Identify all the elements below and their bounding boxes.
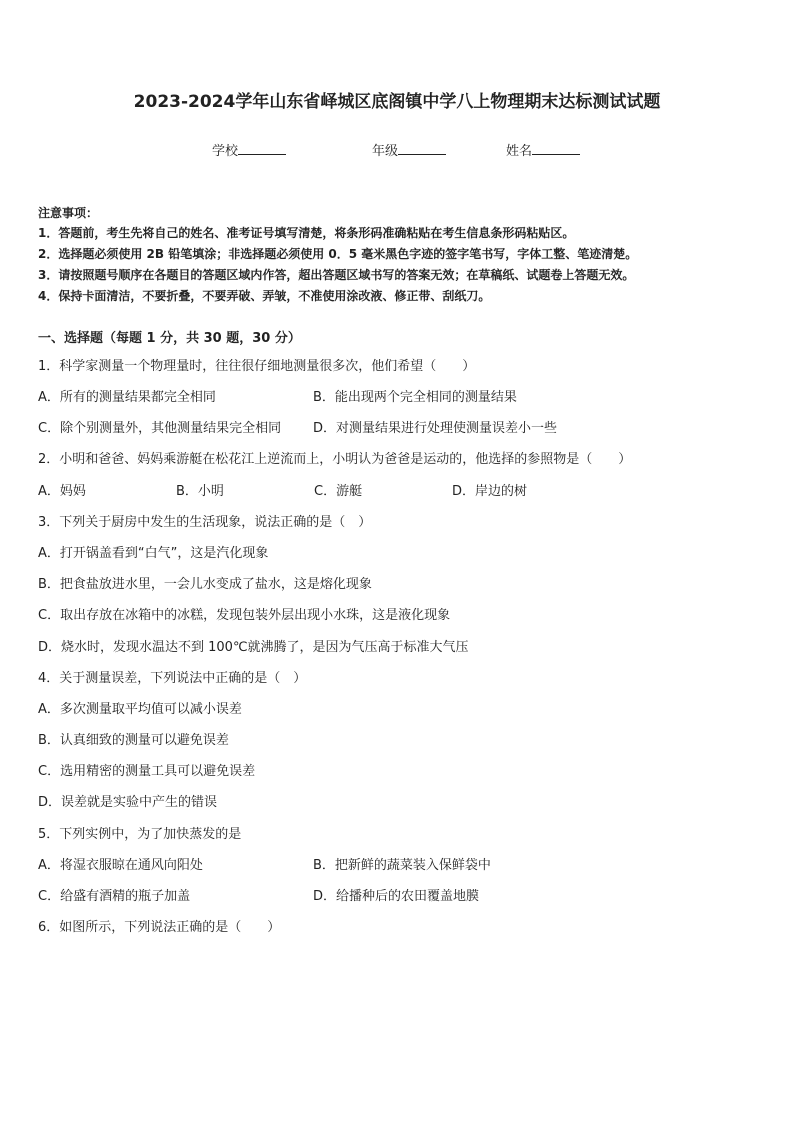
q4-option-c: C．选用精密的测量工具可以避免误差 <box>38 764 256 779</box>
notice-item-1: 1．答题前，考生先将自己的姓名、准考证号填写清楚，将条形码准确粘贴在考生信息条形码粘贴区。 <box>38 226 575 240</box>
q1-option-b: B．能出现两个完全相同的测量结果 <box>313 390 517 405</box>
page-title: 2023-2024学年山东省峄城区底阁镇中学八上物理期末达标测试试题 <box>133 92 661 112</box>
q4-option-d: D．误差就是实验中产生的错误 <box>38 795 218 810</box>
q1-option-d: D．对测量结果进行处理使测量误差小一些 <box>313 421 558 436</box>
q5-option-c: C．给盛有酒精的瓶子加盖 <box>38 889 191 904</box>
grade-blank <box>398 142 446 155</box>
q5-stem: 5．下列实例中，为了加快蒸发的是 <box>38 827 242 842</box>
q3-option-d: D．烧水时，发现水温达不到 100℃就沸腾了，是因为气压高于标准大气压 <box>38 640 469 655</box>
name-label: 姓名 <box>506 144 533 159</box>
q5-option-a: A．将湿衣服晾在通风向阳处 <box>38 858 203 873</box>
q2-option-d: D．岸边的树 <box>452 484 528 499</box>
notice-heading: 注意事项： <box>38 206 99 220</box>
name-blank <box>532 142 580 155</box>
grade-label: 年级 <box>372 144 399 159</box>
section-title: 一、选择题（每题 1 分，共 30 题，30 分） <box>38 331 301 346</box>
q1-option-c: C．除个别测量外，其他测量结果完全相同 <box>38 421 282 436</box>
school-label: 学校 <box>212 144 239 159</box>
q4-option-b: B．认真细致的测量可以避免误差 <box>38 733 229 748</box>
notice-item-4: 4．保持卡面清洁，不要折叠，不要弄破、弄皱，不准使用涂改液、修正带、刮纸刀。 <box>38 289 491 303</box>
q2-option-c: C．游艇 <box>314 484 363 499</box>
notice-item-3: 3．请按照题号顺序在各题目的答题区域内作答，超出答题区域书写的答案无效；在草稿纸、试题卷上答题无效。 <box>38 268 635 282</box>
q3-option-c: C．取出存放在冰箱中的冰糕，发现包装外层出现小水珠，这是液化现象 <box>38 608 451 623</box>
q2-option-a: A．妈妈 <box>38 484 86 499</box>
q3-option-a: A．打开锅盖看到“白气”，这是汽化现象 <box>38 546 269 561</box>
q5-option-d: D．给播种后的农田覆盖地膜 <box>313 889 480 904</box>
q4-stem: 4．关于测量误差，下列说法中正确的是（ ） <box>38 671 307 686</box>
school-blank <box>238 142 286 155</box>
q3-option-b: B．把食盐放进水里，一会儿水变成了盐水，这是熔化现象 <box>38 577 372 592</box>
school-field <box>212 140 286 159</box>
q6-stem: 6．如图所示，下列说法正确的是（ ） <box>38 920 281 935</box>
q5-option-b: B．把新鲜的蔬菜装入保鲜袋中 <box>313 858 491 873</box>
name-field <box>506 140 580 159</box>
q1-stem: 1．科学家测量一个物理量时，往往很仔细地测量很多次，他们希望（ ） <box>38 359 476 374</box>
q2-stem: 2．小明和爸爸、妈妈乘游艇在松花江上逆流而上，小明认为爸爸是运动的，他选择的参照物是（ ） <box>38 452 632 467</box>
q3-stem: 3．下列关于厨房中发生的生活现象，说法正确的是（ ） <box>38 515 372 530</box>
q2-option-b: B．小明 <box>176 484 224 499</box>
grade-field <box>372 140 446 159</box>
notice-item-2: 2．选择题必须使用 2B 铅笔填涂；非选择题必须使用 0．5 毫米黑色字迹的签字笔书写，字体工整、笔迹清楚。 <box>38 247 638 261</box>
q1-option-a: A．所有的测量结果都完全相同 <box>38 390 216 405</box>
q4-option-a: A．多次测量取平均值可以减小误差 <box>38 702 242 717</box>
